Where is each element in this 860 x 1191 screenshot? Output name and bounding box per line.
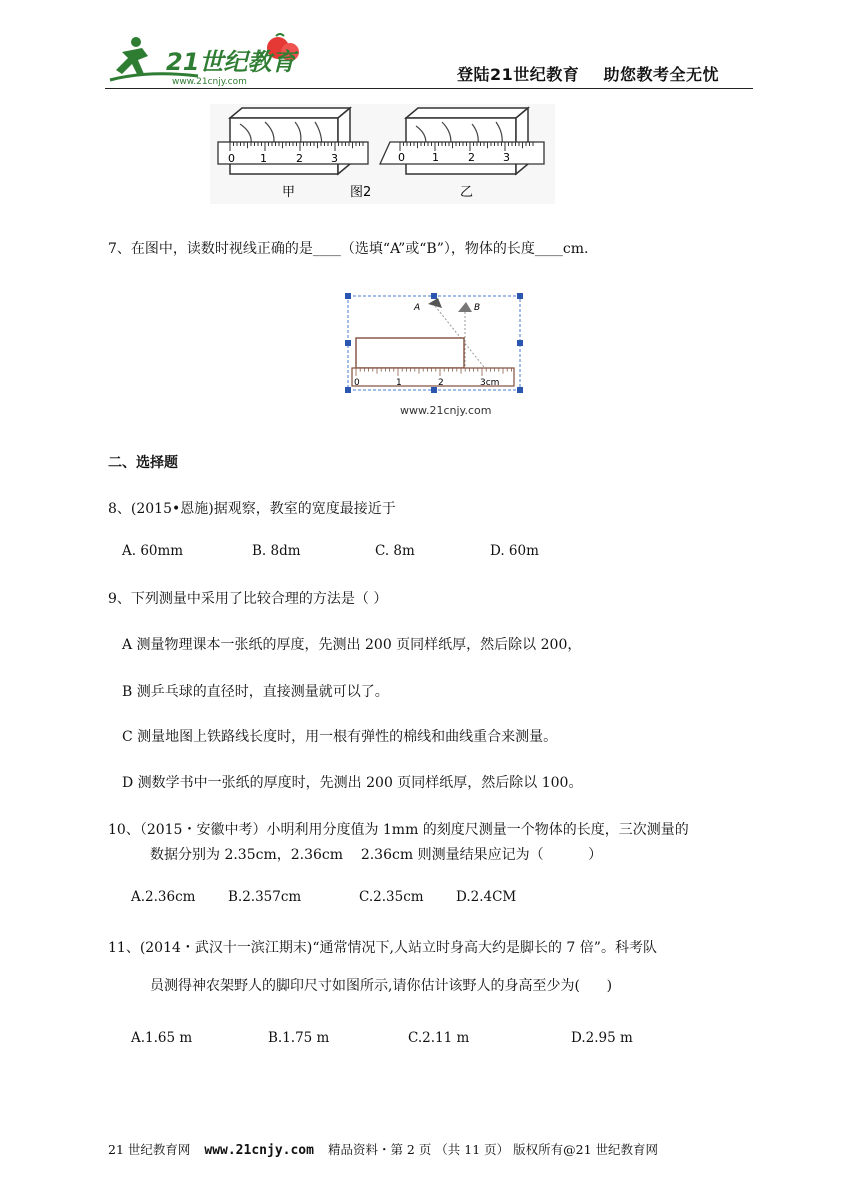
svg-text:1: 1: [396, 378, 402, 388]
figure-sight-line[interactable]: [340, 290, 535, 422]
question-9: 9、下列测量中采用了比较合理的方法是（ ）: [108, 591, 388, 607]
svg-text:0: 0: [398, 151, 405, 164]
q8-option-c: C. 8m: [375, 543, 415, 559]
q8-option-a: A. 60mm: [122, 543, 184, 559]
footer-right: 精品资料・第 2 页 （共 11 页） 版权所有@21 世纪教育网: [327, 1142, 659, 1157]
svg-text:21世纪教育: 21世纪教育: [166, 48, 296, 76]
q10-option-a: A.2.36cm: [131, 889, 196, 905]
eye-label-b: B: [474, 303, 481, 313]
q10-option-d: D.2.4CM: [456, 889, 517, 905]
q11-option-d: D.2.95 m: [571, 1030, 633, 1046]
q9-option-c: C 测量地图上铁路线长度时，用一根有弹性的棉线和曲线重合来测量。: [122, 729, 558, 745]
label-yi: 乙: [460, 185, 474, 200]
label-jia: 甲: [282, 185, 296, 200]
q11-option-c: C.2.11 m: [408, 1030, 470, 1046]
section-title-multiple-choice: 二、选择题: [108, 455, 178, 471]
footer-left: 21 世纪教育网: [108, 1142, 191, 1157]
q9-option-d: D 测数学书中一张纸的厚度时，先测出 200 页同样纸厚，然后除以 100。: [122, 775, 583, 791]
q10-option-b: B.2.357cm: [228, 889, 302, 905]
footer-site-link[interactable]: www.21cnjy.com: [204, 1143, 314, 1158]
q8-option-d: D. 60m: [490, 543, 539, 559]
q9-option-a: A 测量物理课本一张纸的厚度，先测出 200 页同样纸厚，然后除以 200，: [122, 637, 582, 653]
svg-text:1: 1: [260, 152, 267, 165]
svg-text:www.21cnjy.com: www.21cnjy.com: [172, 77, 247, 87]
header-slogan: 登陆21世纪教育 助您教考全无忧: [457, 65, 720, 84]
q11-option-b: B.1.75 m: [268, 1030, 330, 1046]
svg-text:3: 3: [503, 151, 510, 164]
question-11-line-2: 员测得神农架野人的脚印尺寸如图所示,请你估计该野人的身高至少为( ): [150, 978, 613, 994]
question-10-line-2: 数据分别为 2.35cm，2.36cm 2.36cm 则测量结果应记为（ ）: [150, 847, 603, 863]
q10-option-c: C.2.35cm: [359, 889, 424, 905]
question-8: 8、(2015•恩施)据观察，教室的宽度最接近于: [108, 501, 396, 517]
site-logo: [108, 30, 318, 92]
figure-2-rulers: [210, 104, 555, 204]
question-10-line-1: 10、（2015・安徽中考）小明利用分度值为 1mm 的刻度尺测量一个物体的长度，三次测量的: [108, 822, 689, 838]
eye-label-a: A: [414, 303, 421, 313]
question-11-line-1: 11、(2014・武汉十一滨江期末)“通常情况下,人站立时身高大约是脚长的 7 倍”。科考队: [108, 940, 657, 956]
svg-text:0: 0: [228, 152, 235, 165]
q8-option-b: B. 8dm: [252, 543, 301, 559]
page-footer: [108, 1140, 658, 1158]
question-7: 7、在图中，读数时视线正确的是____（选填“A”或“B”），物体的长度____cm.: [108, 241, 589, 257]
svg-text:2: 2: [296, 152, 303, 165]
svg-text:3: 3: [331, 152, 338, 165]
svg-text:1: 1: [432, 151, 439, 164]
svg-text:3cm: 3cm: [480, 378, 500, 388]
header-divider: [105, 88, 753, 89]
q11-option-a: A.1.65 m: [131, 1030, 193, 1046]
svg-text:0: 0: [354, 378, 360, 388]
svg-text:2: 2: [438, 378, 444, 388]
figure-2-caption: 图2: [350, 185, 372, 200]
svg-text:2: 2: [468, 151, 475, 164]
q9-option-b: B 测乒乓球的直径时，直接测量就可以了。: [122, 684, 389, 700]
figure-watermark: www.21cnjy.com: [400, 404, 492, 417]
